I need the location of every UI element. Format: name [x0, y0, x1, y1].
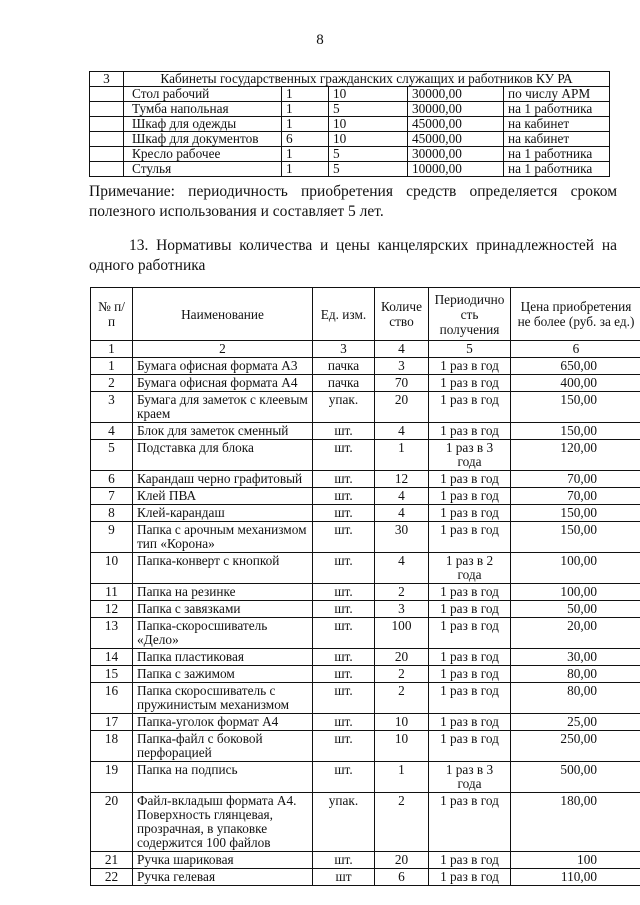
item-price: 10000,00	[408, 162, 504, 177]
item-term: 5	[329, 147, 408, 162]
item-price: 45000,00	[408, 132, 504, 147]
item-name: Папка с завязками	[133, 601, 313, 618]
item-price: 650,00	[511, 358, 640, 375]
item-basis: на кабинет	[504, 132, 610, 147]
item-basis: на кабинет	[504, 117, 610, 132]
table-row	[91, 852, 640, 869]
row-number: 10	[91, 553, 133, 584]
row-number: 13	[91, 618, 133, 649]
item-quantity: 2	[375, 683, 429, 714]
item-quantity: 20	[375, 649, 429, 666]
item-period: 1 раз в год	[429, 601, 511, 618]
item-name: Карандаш черно графитовый	[133, 471, 313, 488]
item-period: 1 раз в 3 года	[429, 762, 511, 793]
row-number: 6	[91, 471, 133, 488]
item-price: 250,00	[511, 731, 640, 762]
col-number: 4	[375, 341, 429, 358]
item-quantity: 20	[375, 852, 429, 869]
item-name: Папка-конверт с кнопкой	[133, 553, 313, 584]
item-price: 150,00	[511, 392, 640, 423]
table-row	[91, 601, 640, 618]
col-number: 6	[511, 341, 640, 358]
empty-cell	[90, 132, 124, 147]
item-quantity: 10	[375, 714, 429, 731]
item-name: Бумага офисная формата А4	[133, 375, 313, 392]
row-number: 20	[91, 793, 133, 852]
note	[89, 182, 617, 222]
item-quantity: 1	[282, 87, 329, 102]
item-unit: шт.	[313, 522, 375, 553]
item-unit: шт.	[313, 505, 375, 522]
item-price: 150,00	[511, 505, 640, 522]
item-price: 80,00	[511, 666, 640, 683]
item-name: Стол рабочий	[124, 87, 282, 102]
item-price: 100,00	[511, 584, 640, 601]
table-row	[91, 666, 640, 683]
item-name: Подставка для блока	[133, 440, 313, 471]
table-row	[90, 132, 610, 147]
item-price: 110,00	[511, 869, 640, 886]
table-row	[90, 162, 610, 177]
table-row	[90, 147, 610, 162]
item-period: 1 раз в год	[429, 522, 511, 553]
section-title: Кабинеты государственных гражданских служащих и работников КУ РА	[124, 72, 610, 87]
item-unit: пачка	[313, 375, 375, 392]
row-number: 18	[91, 731, 133, 762]
item-name: Стулья	[124, 162, 282, 177]
item-period: 1 раз в год	[429, 618, 511, 649]
item-period: 1 раз в год	[429, 488, 511, 505]
empty-cell	[90, 117, 124, 132]
header-unit: Ед. изм.	[313, 288, 375, 341]
item-period: 1 раз в год	[429, 358, 511, 375]
heading-line-2: одного работника	[89, 257, 206, 274]
heading-line-1: 13. Нормативы количества и цены канцелярских принадлежностей на	[129, 237, 617, 254]
item-period: 1 раз в год	[429, 423, 511, 440]
row-number: 1	[91, 358, 133, 375]
item-unit: шт.	[313, 649, 375, 666]
section-number: 3	[90, 72, 124, 87]
table-row	[91, 488, 640, 505]
item-name: Папка с арочным механизмом тип «Корона»	[133, 522, 313, 553]
item-name: Папка с зажимом	[133, 666, 313, 683]
table-row	[91, 423, 640, 440]
table-header-row	[91, 288, 640, 341]
item-quantity: 1	[282, 162, 329, 177]
item-period: 1 раз в год	[429, 375, 511, 392]
item-unit: шт.	[313, 618, 375, 649]
item-quantity: 2	[375, 666, 429, 683]
table-row	[91, 618, 640, 649]
item-name: Папка пластиковая	[133, 649, 313, 666]
empty-cell	[90, 102, 124, 117]
item-unit: упак.	[313, 793, 375, 852]
item-name: Папка-файл с боковой перфорацией	[133, 731, 313, 762]
item-period: 1 раз в год	[429, 392, 511, 423]
item-price: 30000,00	[408, 147, 504, 162]
item-price: 80,00	[511, 683, 640, 714]
item-price: 100	[511, 852, 640, 869]
item-basis: по числу АРМ	[504, 87, 610, 102]
item-term: 5	[329, 162, 408, 177]
item-term: 5	[329, 102, 408, 117]
item-quantity: 2	[375, 584, 429, 601]
item-unit: шт.	[313, 553, 375, 584]
item-quantity: 1	[282, 117, 329, 132]
row-number: 7	[91, 488, 133, 505]
col-number: 1	[91, 341, 133, 358]
item-quantity: 3	[375, 601, 429, 618]
item-quantity: 12	[375, 471, 429, 488]
item-period: 1 раз в год	[429, 666, 511, 683]
item-name: Ручка шариковая	[133, 852, 313, 869]
item-basis: на 1 работника	[504, 147, 610, 162]
item-quantity: 100	[375, 618, 429, 649]
item-period: 1 раз в год	[429, 505, 511, 522]
row-number: 15	[91, 666, 133, 683]
item-price: 100,00	[511, 553, 640, 584]
item-name: Папка-скоросшиватель «Дело»	[133, 618, 313, 649]
note-line-1: Примечание: периодичность приобретения средств определяется сроком	[89, 183, 617, 200]
empty-cell	[90, 147, 124, 162]
item-unit: шт.	[313, 471, 375, 488]
item-name: Файл-вкладыш формата А4. Поверхность глянцевая, прозрачная, в упаковке содержится 100 файлов	[133, 793, 313, 852]
table-row	[90, 87, 610, 102]
column-number-row	[91, 341, 640, 358]
item-quantity: 30	[375, 522, 429, 553]
item-unit: шт.	[313, 762, 375, 793]
item-unit: шт.	[313, 683, 375, 714]
item-name: Папка скоросшиватель с пружинистым механизмом	[133, 683, 313, 714]
item-quantity: 20	[375, 392, 429, 423]
table-row	[91, 375, 640, 392]
item-unit: упак.	[313, 392, 375, 423]
table-row	[91, 358, 640, 375]
item-price: 30,00	[511, 649, 640, 666]
item-period: 1 раз в год	[429, 649, 511, 666]
item-price: 45000,00	[408, 117, 504, 132]
item-unit: шт.	[313, 488, 375, 505]
item-name: Тумба напольная	[124, 102, 282, 117]
item-basis: на 1 работника	[504, 162, 610, 177]
item-unit: шт.	[313, 714, 375, 731]
item-quantity: 4	[375, 505, 429, 522]
page-number: 8	[316, 32, 324, 48]
row-number: 9	[91, 522, 133, 553]
table-row	[91, 731, 640, 762]
item-name: Блок для заметок сменный	[133, 423, 313, 440]
header-num: № п/п	[91, 288, 133, 341]
stationery-table	[90, 287, 640, 886]
item-price: 150,00	[511, 423, 640, 440]
row-number: 5	[91, 440, 133, 471]
item-term: 10	[329, 117, 408, 132]
item-unit: шт.	[313, 601, 375, 618]
item-period: 1 раз в год	[429, 793, 511, 852]
table-row	[91, 522, 640, 553]
item-name: Шкаф для документов	[124, 132, 282, 147]
row-number: 8	[91, 505, 133, 522]
item-name: Папка на подпись	[133, 762, 313, 793]
item-quantity: 6	[282, 132, 329, 147]
item-quantity: 4	[375, 553, 429, 584]
item-period: 1 раз в год	[429, 683, 511, 714]
item-quantity: 6	[375, 869, 429, 886]
note-line-2: полезного использования и составляет 5 лет.	[89, 203, 384, 220]
item-quantity: 4	[375, 423, 429, 440]
item-term: 10	[329, 132, 408, 147]
item-period: 1 раз в год	[429, 731, 511, 762]
item-name: Бумага офисная формата А3	[133, 358, 313, 375]
item-term: 10	[329, 87, 408, 102]
item-name: Ручка гелевая	[133, 869, 313, 886]
item-price: 150,00	[511, 522, 640, 553]
row-number: 22	[91, 869, 133, 886]
item-basis: на 1 работника	[504, 102, 610, 117]
item-name: Клей-карандаш	[133, 505, 313, 522]
item-name: Папка-уголок формат А4	[133, 714, 313, 731]
item-period: 1 раз в год	[429, 471, 511, 488]
row-number: 19	[91, 762, 133, 793]
table-row	[91, 762, 640, 793]
table-row	[90, 117, 610, 132]
item-quantity: 1	[375, 440, 429, 471]
item-period: 1 раз в год	[429, 714, 511, 731]
col-number: 3	[313, 341, 375, 358]
table-row	[91, 869, 640, 886]
table-row	[91, 714, 640, 731]
item-unit: шт	[313, 869, 375, 886]
table-row	[91, 683, 640, 714]
item-price: 30000,00	[408, 87, 504, 102]
item-price: 400,00	[511, 375, 640, 392]
item-price: 25,00	[511, 714, 640, 731]
row-number: 3	[91, 392, 133, 423]
table-row	[91, 649, 640, 666]
item-name: Бумага для заметок с клеевым краем	[133, 392, 313, 423]
row-number: 2	[91, 375, 133, 392]
row-number: 11	[91, 584, 133, 601]
furniture-table	[89, 71, 610, 177]
item-price: 70,00	[511, 488, 640, 505]
item-name: Клей ПВА	[133, 488, 313, 505]
item-period: 1 раз в 3 года	[429, 440, 511, 471]
item-unit: шт.	[313, 440, 375, 471]
item-name: Шкаф для одежды	[124, 117, 282, 132]
row-number: 14	[91, 649, 133, 666]
item-period: 1 раз в год	[429, 869, 511, 886]
item-name: Кресло рабочее	[124, 147, 282, 162]
section-heading	[89, 236, 617, 276]
item-quantity: 1	[282, 147, 329, 162]
table-row	[91, 584, 640, 601]
empty-cell	[90, 87, 124, 102]
item-price: 30000,00	[408, 102, 504, 117]
row-number: 16	[91, 683, 133, 714]
table-row	[91, 505, 640, 522]
item-price: 120,00	[511, 440, 640, 471]
table-row	[90, 72, 610, 87]
item-price: 50,00	[511, 601, 640, 618]
item-quantity: 3	[375, 358, 429, 375]
table-row	[91, 793, 640, 852]
table-row	[91, 440, 640, 471]
item-period: 1 раз в год	[429, 852, 511, 869]
table-row	[91, 392, 640, 423]
item-price: 70,00	[511, 471, 640, 488]
header-quantity: Количе ство	[375, 288, 429, 341]
item-unit: шт.	[313, 584, 375, 601]
item-price: 180,00	[511, 793, 640, 852]
col-number: 5	[429, 341, 511, 358]
table-row	[91, 553, 640, 584]
item-period: 1 раз в год	[429, 584, 511, 601]
item-quantity: 1	[282, 102, 329, 117]
row-number: 4	[91, 423, 133, 440]
item-quantity: 1	[375, 762, 429, 793]
row-number: 12	[91, 601, 133, 618]
item-quantity: 2	[375, 793, 429, 852]
item-unit: шт.	[313, 852, 375, 869]
item-name: Папка на резинке	[133, 584, 313, 601]
item-unit: шт.	[313, 731, 375, 762]
item-unit: шт.	[313, 423, 375, 440]
row-number: 17	[91, 714, 133, 731]
table-row	[91, 471, 640, 488]
header-price: Цена приобретения не более (руб. за ед.)	[511, 288, 640, 341]
header-name: Наименование	[133, 288, 313, 341]
col-number: 2	[133, 341, 313, 358]
item-quantity: 70	[375, 375, 429, 392]
item-period: 1 раз в 2 года	[429, 553, 511, 584]
row-number: 21	[91, 852, 133, 869]
table-row	[90, 102, 610, 117]
item-price: 20,00	[511, 618, 640, 649]
header-period: Периодично сть получения	[429, 288, 511, 341]
item-unit: шт.	[313, 666, 375, 683]
item-unit: пачка	[313, 358, 375, 375]
item-quantity: 10	[375, 731, 429, 762]
item-quantity: 4	[375, 488, 429, 505]
empty-cell	[90, 162, 124, 177]
item-price: 500,00	[511, 762, 640, 793]
